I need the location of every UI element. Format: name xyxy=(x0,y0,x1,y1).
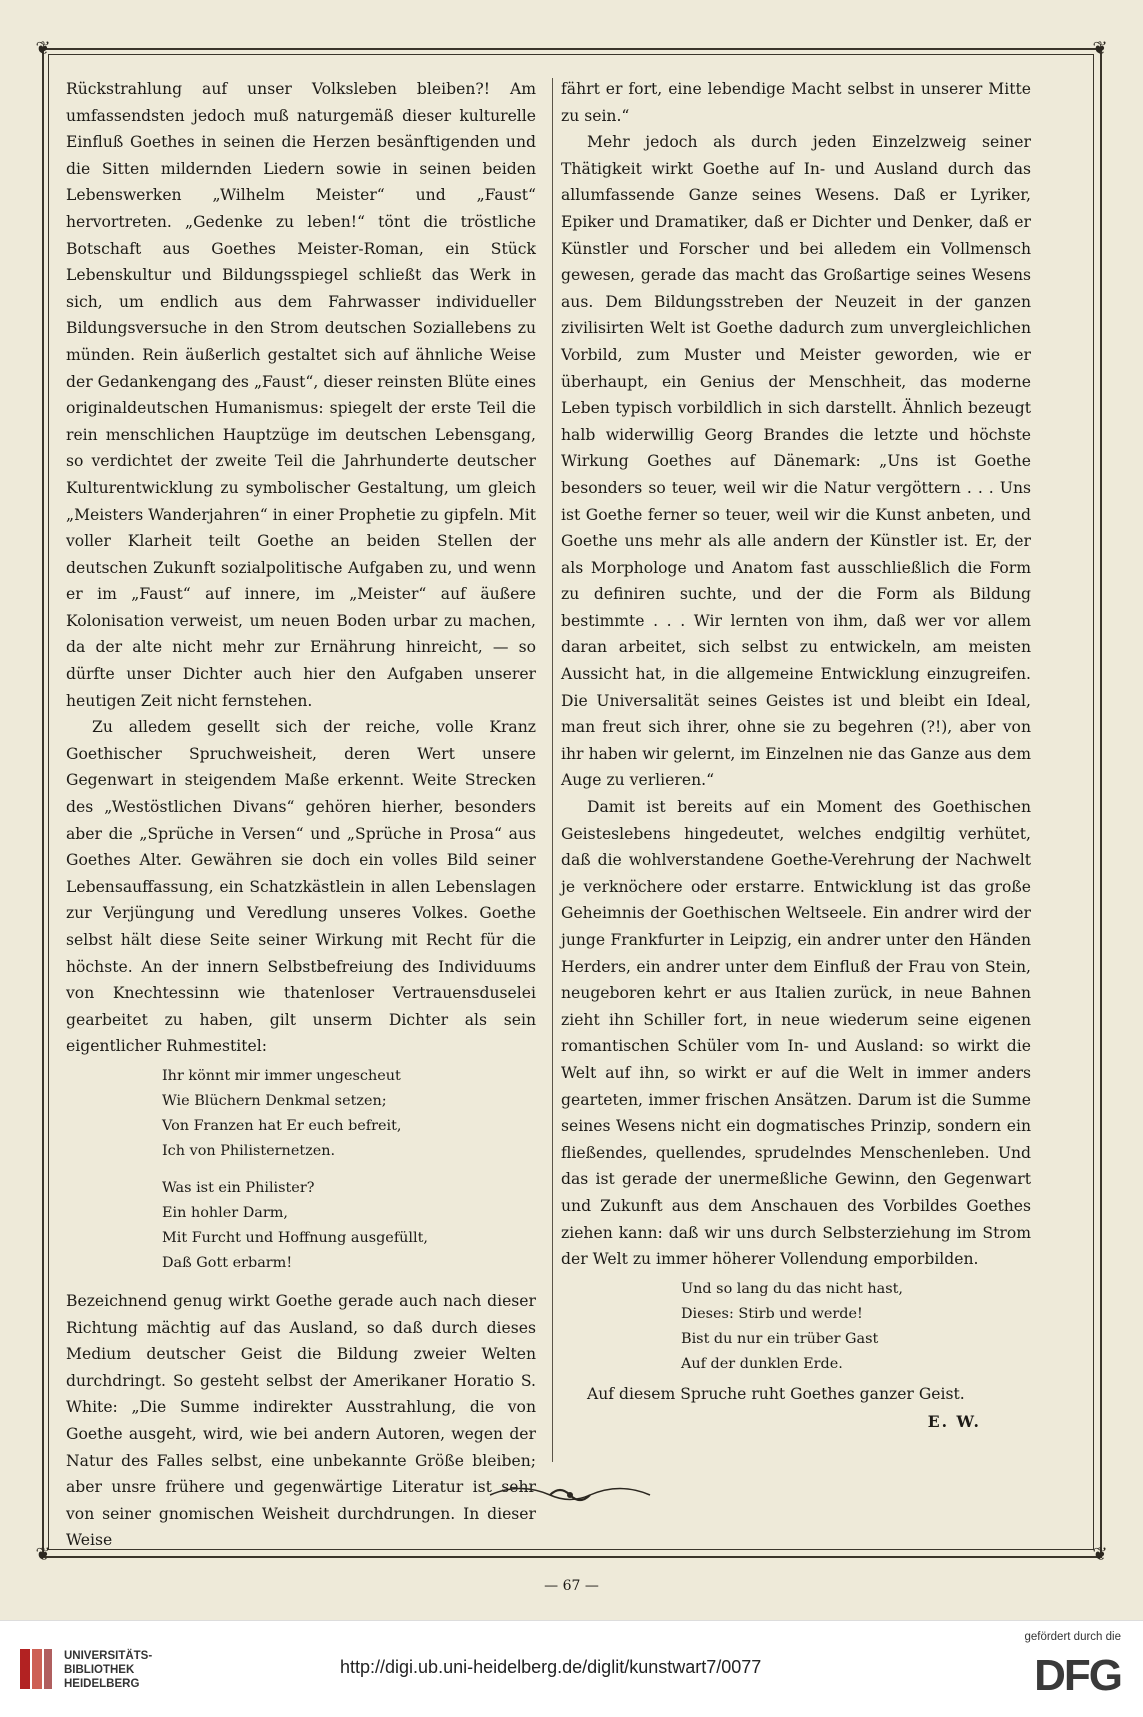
library-name-line: BIBLIOTHEK xyxy=(64,1664,135,1676)
poem-philister xyxy=(162,1064,536,1276)
viewer-footer xyxy=(0,1620,1143,1717)
poem-line: Dieses: Stirb und werde! xyxy=(681,1305,863,1322)
paragraph: Zu alledem gesellt sich der reiche, volle Kranz Goethischer Spruchweisheit, deren Wert unsere Gegenwart in steigendem Maße erkennt. Weite Strecken des „Westöstlichen Divans“ gehören hierher, besonders aber die „Sprüche in Versen“ und „Sprüche in Prosa“ aus Goethes Alter. Gewähren sie doch ein volles Bild seiner Lebensauffassung, ein Schatzkästlein in allen Lebenslagen zur Verjüngung und Veredlung unseres Volkes. Goethe selbst hält diese Seite seiner Wirkung mit Recht für die höchste. An der innern Selbstbefreiung des Individuums von Knechtessinn wie thatenloser Vertrauensduselei gearbeitet zu haben, gilt unserm Dichter als sein eigentlicher Ruhmestitel: xyxy=(66,718,536,1056)
paragraph: Rückstrahlung auf unser Volksleben bleiben?! Am umfassendsten jedoch muß naturgemäß dieser kulturelle Einfluß Goethes in seinen die Herzen besänftigenden und die Sitten mildernden Liedern sowie in seinen beiden Lebenswerken „Wilhelm Meister“ und „Faust“ hervortreten. „Gedenke zu leben!“ tönt die tröstliche Botschaft aus Goethes Meister-Roman, ein Stück Lebenskultur und Bildungsspiegel schließt das Werk in sich, um endlich aus dem Fahrwasser individueller Bildungsversuche in den Strom deutschen Soziallebens zu münden. Rein äußerlich gestaltet sich auf ähnliche Weise der Gedankengang des „Faust“, dieser reinsten Blüte eines originaldeutschen Humanismus: spiegelt der erste Teil die rein menschlichen Hauptzüge im deutschen Lebensgang, so verdichtet der zweite Teil die Jahrhunderte deutscher Kulturentwicklung zu symbolischer Gestaltung, um gleich „Meisters Wanderjahren“ in einer Prophetie zu gipfeln. Mit voller Klarheit teilt Goethe an beiden Stellen der deutschen Zukunft sozialpolitische Aufgaben zu, und wenn er im „Faust“ auf innere, im „Meister“ auf äußere Kolonisation verweist, um neuen Boden urbar zu machen, da der alte nicht mehr zur Ernährung hinreicht, — so dürfte unser Dichter auch hier den Aufgaben unserer heutigen Zeit nicht fernstehen. xyxy=(66,80,536,710)
column-divider xyxy=(552,78,553,1462)
poem-line: Ein hohler Darm, xyxy=(162,1204,288,1221)
paragraph: Auf diesem Spruche ruht Goethes ganzer Geist. xyxy=(587,1384,965,1403)
paragraph: Damit ist bereits auf ein Moment des Goethischen Geisteslebens hingedeutet, welches endgiltig verhütet, daß die wohlverstandene Goethe-Verehrung der Nachwelt je verknöchere oder erstarre. Entwicklung ist das große Geheimnis der Goethischen Weltseele. Ein andrer wird der junge Frankfurter in Leipzig, ein andrer unter den Händen Herders, ein andrer unter dem Einfluß der Frau von Stein, neugeboren kehrt er aus Italien zurück, in neue Bahnen zieht ihn Schiller fort, in neue wiederum seine eigenen romantischen Schüler vom In- und Ausland: so wirkt die Welt auf ihn, so wirkt er auf die Welt in immer anders gearteten, immer frischen Ansätzen. Darum ist die Summe seines Wesens nicht ein dogmatisches Prinzip, sondern ein fließendes, quellendes, sprudelndes Menschenleben. Und das ist gerade der unermeßliche Gewinn, den Gegenwart und Zukunft aus dem Anschauen des Vorbildes Goethes ziehen kann: daß wir uns durch Selbsterziehung im Strom der Welt zu immer höherer Vollendung emporbilden. xyxy=(561,798,1031,1269)
paragraph: Bezeichnend genug wirkt Goethe gerade auch nach dieser Richtung mächtig auf das Ausland, so daß durch dieses Medium deutscher Geist die Bildung zweier Welten durchdringt. So gesteht selbst der Amerikaner Horatio S. White: „Die Summe indirekter Ausstrahlung, die von Goethe ausgeht, wird, wie bei andern Autoren, wegen der Natur des Falles selbst, eine unbekannte Größe bleiben; aber unsre frühere und gegenwärtige Literatur ist sehr von seiner gnomischen Weisheit durchdrungen. In dieser Weise xyxy=(66,1291,536,1550)
paragraph: Mehr jedoch als durch jeden Einzelzweig seiner Thätigkeit wirkt Goethe auf In- und Ausland durch das allumfassende Ganze seines Wesens. Daß er Lyriker, Epiker und Dramatiker, daß er Dichter und Denker, daß er Künstler und Forscher und bei alledem ein Vollmensch gewesen, gerade das macht das Großartige seines Wesens aus. Dem Bildungsstreben der Neuzeit in der ganzen zivilisirten Welt ist Goethe dadurch zum unvergleichlichen Vorbild, zum Muster und Meister geworden, wie er überhaupt, ein Genius der Menschheit, das moderne Leben typisch vorbildlich in sich darstellt. Ähnlich bezeugt halb widerwillig Georg Brandes die letzte und höchste Wirkung Goethes auf Dänemark: „Uns ist Goethe besonders so teuer, weil wir die Natur vergöttern . . . Uns ist Goethe ferner so teuer, weil wir die Kunst anbeten, und Goethe uns mehr als alle andern der Künstler ist. Er, der als Morphologe und Anatom fast ausschließlich die Form zu definiren suchte, und der die Form als Bildung bestimmte . . . Wir lernten von ihm, daß wer vor allem daran arbeitet, sich selbst zu entwickeln, am meisten Aussicht hat, in die allgemeine Entwicklung einzugreifen. Die Universalität seines Geistes ist und bleibt ein Ideal, man freut sich ihrer, ohne sie zu begehren (?!), aber von ihr haben wir gelernt, im Einzelnen nie das Ganze aus dem Auge zu verlieren.“ xyxy=(561,133,1031,790)
corner-ornament-icon: ❦ xyxy=(35,1544,51,1565)
left-column xyxy=(66,76,536,1554)
right-column xyxy=(561,76,1031,1436)
page-number: — 67 — xyxy=(544,1578,599,1594)
poem-line: Mit Furcht und Hoffnung ausgefüllt, xyxy=(162,1229,428,1246)
paragraph: fährt er fort, eine lebendige Macht selbst in unserer Mitte zu sein.“ xyxy=(561,80,1031,125)
corner-ornament-icon: ❦ xyxy=(1092,1544,1108,1565)
university-library-logo-icon xyxy=(18,1645,54,1693)
library-name-line: UNIVERSITÄTS- xyxy=(64,1650,153,1662)
author-signature: E. W. xyxy=(927,1412,981,1432)
library-name-line: HEIDELBERG xyxy=(64,1678,140,1690)
flourish-ornament-icon xyxy=(480,1480,660,1510)
poem-line: Daß Gott erbarm! xyxy=(162,1254,293,1271)
corner-ornament-icon: ❦ xyxy=(1092,38,1108,59)
document-url-link[interactable]: http://digi.ub.uni-heidelberg.de/diglit/kunstwart7/0077 xyxy=(340,1657,762,1677)
poem-line: Von Franzen hat Er euch befreit, xyxy=(162,1117,402,1134)
poem-stirb-und-werde xyxy=(681,1277,1031,1377)
poem-line: Was ist ein Philister? xyxy=(162,1179,315,1196)
library-name xyxy=(64,1649,152,1691)
poem-stanza xyxy=(162,1064,536,1164)
poem-line: Und so lang du das nicht hast, xyxy=(681,1280,903,1297)
corner-ornament-icon: ❦ xyxy=(35,38,51,59)
poem-stanza xyxy=(162,1176,536,1276)
dfg-logo[interactable]: DFG xyxy=(1034,1651,1121,1700)
poem-line: Ihr könnt mir immer ungescheut xyxy=(162,1067,401,1084)
poem-line: Ich von Philisternetzen. xyxy=(162,1142,336,1159)
poem-line: Bist du nur ein trüber Gast xyxy=(681,1330,879,1347)
sponsor-label: gefördert durch die xyxy=(1024,1631,1121,1643)
poem-line: Wie Blüchern Denkmal setzen; xyxy=(162,1092,387,1109)
poem-line: Auf der dunklen Erde. xyxy=(681,1355,843,1372)
